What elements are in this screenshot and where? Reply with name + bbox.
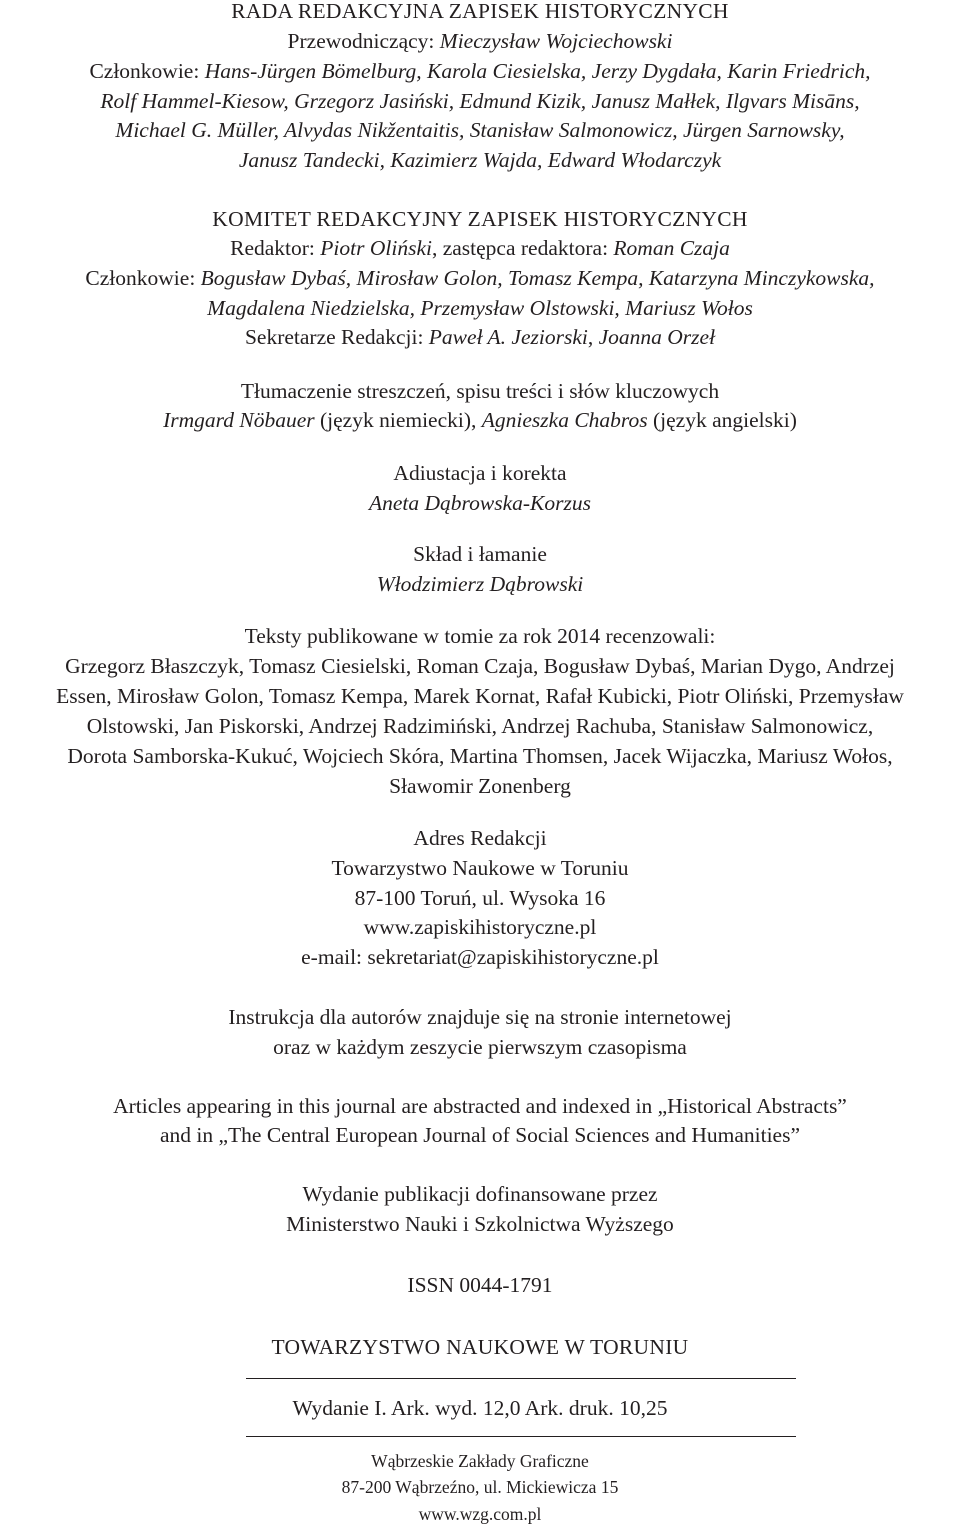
funding-line: Wydanie publikacji dofinansowane przez bbox=[302, 1182, 658, 1206]
rada-members-names: Michael G. Müller, Alvydas Nikžentaitis, Stanisław Salmonowicz, Jürgen Sarnowsky, bbox=[115, 118, 845, 142]
rada-chair-name: Mieczysław Wojciechowski bbox=[439, 29, 673, 53]
translation-credits bbox=[0, 406, 960, 434]
indexing-line: Articles appearing in this journal are abstracted and indexed in „Historical Abstracts” bbox=[113, 1094, 847, 1118]
translation-heading: Tłumaczenie streszczeń, spisu treści i słów kluczowych bbox=[240, 379, 720, 403]
address-website: www.zapiskihistoryczne.pl bbox=[363, 915, 597, 939]
translator-language: (język angielski) bbox=[647, 408, 797, 432]
separator: , bbox=[587, 325, 599, 349]
komitet-members-names: Bogusław Dybaś, Mirosław Golon, Tomasz Kempa, Katarzyna Minczykowska, bbox=[200, 266, 875, 290]
rada-members-line bbox=[0, 116, 960, 144]
translator-name: Agnieszka Chabros bbox=[481, 408, 648, 432]
editor-label: Redaktor: bbox=[230, 236, 321, 260]
translator-name: Irmgard Nöbauer bbox=[163, 408, 315, 432]
translator-language: (język niemiecki), bbox=[314, 408, 482, 432]
proofreading-heading: Adiustacja i korekta bbox=[393, 461, 567, 485]
secretaries-label: Sekretarze Redakcji: bbox=[244, 325, 429, 349]
rada-members-names: Hans-Jürgen Bömelburg, Karola Ciesielska, Jerzy Dygdała, Karin Friedrich, bbox=[204, 59, 871, 83]
rada-chair-label: Przewodniczący: bbox=[287, 29, 440, 53]
rada-chair bbox=[0, 27, 960, 55]
printer-address: 87-200 Wąbrzeźno, ul. Mickiewicza 15 bbox=[341, 1477, 619, 1497]
rada-members-line bbox=[0, 146, 960, 174]
rada-members-line bbox=[0, 57, 960, 85]
reviewers-line: Dorota Samborska-Kukuć, Wojciech Skóra, Martina Thomsen, Jacek Wijaczka, Mariusz Wołos, bbox=[67, 744, 893, 768]
typesetter-name: Włodzimierz Dąbrowski bbox=[376, 572, 584, 596]
typesetting-name bbox=[0, 570, 960, 598]
reviewers-heading: Teksty publikowane w tomie za rok 2014 recenzowali: bbox=[244, 624, 716, 648]
komitet-members-names: Magdalena Niedzielska, Przemysław Olstowski, Mariusz Wołos bbox=[207, 296, 753, 320]
reviewers-line: Grzegorz Błaszczyk, Tomasz Ciesielski, Roman Czaja, Bogusław Dybaś, Marian Dygo, Andrzej bbox=[65, 654, 895, 678]
rada-members-names: Janusz Tandecki, Kazimierz Wajda, Edward Włodarczyk bbox=[238, 148, 722, 172]
typesetting-heading: Skład i łamanie bbox=[413, 542, 547, 566]
instructions-line: oraz w każdym zeszycie pierwszym czasopisma bbox=[273, 1035, 687, 1059]
editor-name: Piotr Oliński bbox=[320, 236, 432, 260]
divider-top bbox=[246, 1378, 796, 1379]
secretary-name: Paweł A. Jeziorski bbox=[428, 325, 588, 349]
komitet-secretaries bbox=[0, 323, 960, 351]
rada-members-label: Członkowie: bbox=[89, 59, 205, 83]
funding-line: Ministerstwo Nauki i Szkolnictwa Wyższego bbox=[286, 1212, 674, 1236]
komitet-members-line bbox=[0, 264, 960, 292]
komitet-members-label: Członkowie: bbox=[85, 266, 201, 290]
address-email: e-mail: sekretariat@zapiskihistoryczne.pl bbox=[301, 945, 659, 969]
reviewers-line: Essen, Mirosław Golon, Tomasz Kempa, Marek Kornat, Rafał Kubicki, Piotr Oliński, Przemysław bbox=[56, 684, 904, 708]
komitet-editors bbox=[0, 234, 960, 262]
edition-info: Wydanie I. Ark. wyd. 12,0 Ark. druk. 10,25 bbox=[292, 1396, 668, 1420]
publisher-name: TOWARZYSTWO NAUKOWE W TORUNIU bbox=[271, 1335, 689, 1359]
proofreader-name: Aneta Dąbrowska-Korzus bbox=[369, 491, 591, 515]
rada-members-line bbox=[0, 87, 960, 115]
printer-website: www.wzg.com.pl bbox=[418, 1504, 542, 1524]
deputy-label: , zastępca redaktora: bbox=[431, 236, 614, 260]
address-heading: Adres Redakcji bbox=[413, 826, 547, 850]
rada-members-names: Rolf Hammel-Kiesow, Grzegorz Jasiński, Edmund Kizik, Janusz Małłek, Ilgvars Misāns, bbox=[100, 89, 860, 113]
komitet-members-line bbox=[0, 294, 960, 322]
komitet-heading: KOMITET REDAKCYJNY ZAPISEK HISTORYCZNYCH bbox=[212, 207, 748, 231]
instructions-line: Instrukcja dla autorów znajduje się na stronie internetowej bbox=[228, 1005, 732, 1029]
proofreading-name bbox=[0, 489, 960, 517]
reviewers-line: Sławomir Zonenberg bbox=[389, 774, 571, 798]
secretary-name: Joanna Orzeł bbox=[598, 325, 716, 349]
indexing-line: and in „The Central European Journal of Social Sciences and Humanities” bbox=[159, 1123, 800, 1147]
issn: ISSN 0044-1791 bbox=[407, 1273, 553, 1297]
reviewers-line: Olstowski, Jan Piskorski, Andrzej Radzimiński, Andrzej Rachuba, Stanisław Salmonowicz, bbox=[86, 714, 874, 738]
address-org: Towarzystwo Naukowe w Toruniu bbox=[331, 856, 629, 880]
divider-bottom bbox=[246, 1436, 796, 1437]
rada-heading: RADA REDAKCYJNA ZAPISEK HISTORYCZNYCH bbox=[231, 0, 729, 23]
printer-name: Wąbrzeskie Zakłady Graficzne bbox=[371, 1451, 589, 1471]
deputy-name: Roman Czaja bbox=[613, 236, 730, 260]
address-street: 87-100 Toruń, ul. Wysoka 16 bbox=[354, 886, 606, 910]
